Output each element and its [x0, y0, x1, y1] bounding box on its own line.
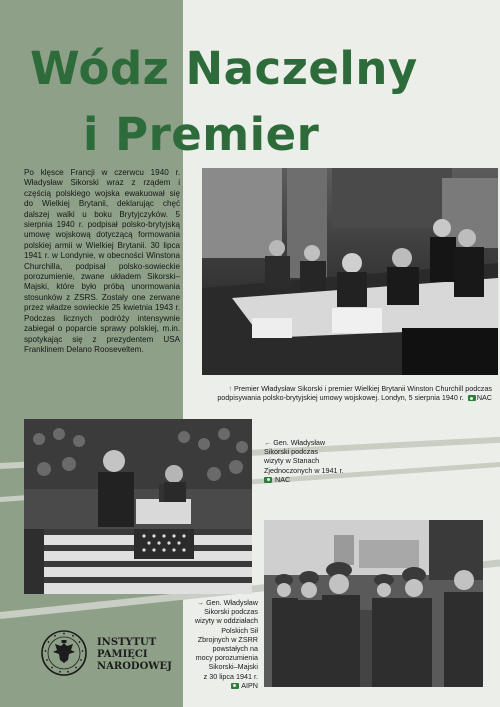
logo-text-line-3: NARODOWEJ — [97, 661, 172, 672]
caption-photo-3-line-4: Polskich Sił — [221, 625, 258, 635]
caption-photo-2-line-4: Zjednoczonych w 1941 r. — [264, 465, 344, 475]
caption-photo-2-line-2: Sikorski podczas — [264, 447, 318, 457]
caption-photo-1 — [212, 384, 492, 402]
logo-text-line-1: INSTYTUT — [97, 637, 157, 648]
arrow-right-icon: → — [196, 598, 205, 607]
photo-soldiers-visit — [264, 520, 483, 687]
page-title-line-2: i Premier — [83, 108, 320, 161]
caption-photo-3-line-1: Gen. Władysław — [206, 598, 258, 607]
caption-photo-3-line-3: wizyty w oddziałach — [194, 616, 258, 626]
arrow-left-icon: ← — [264, 438, 272, 447]
caption-photo-3-line-6: powstałych na — [212, 644, 258, 654]
camera-icon — [231, 683, 239, 689]
photo-signing-agreement — [202, 168, 498, 375]
photo-usa-visit — [24, 419, 252, 594]
caption-photo-3-line-9: z 30 lipca 1941 r. — [203, 671, 258, 681]
ipn-logo — [40, 629, 250, 679]
caption-photo-3-source: AIPN — [241, 680, 258, 690]
page-title-line-1: Wódz Naczelny — [30, 42, 418, 95]
caption-photo-2 — [264, 438, 374, 484]
body-text: Po klęsce Francji w czerwcu 1940 r. Władysław Sikorski wraz z rządem i częścią polskiego wojska ewakuował się do Wielkiej Brytanii, deklarując chęć dalszej walki u boku Brytyjczyków. 5 sierpnia 1940 r. podpisał polsko-brytyjską umowę wojskową dotyczącą formowania polskiej armii w Wielkiej Brytanii. 30 lipca 1941 r. w Londynie, w obecności Winstona Churchilla, podpisał polsko-sowieckie porozumienie, zwane układem Sikorski–Majski, które było próbą unormowania stosunków z ZSRS. Zostały one zerwane przez władze sowieckie 25 kwietnia 1943 r. Podczas licznych podróży intensywnie zabiegał o poparcie sprawy polskiej, m.in. spotykając się z prezydentem USA Franklinem Delano Rooseveltem. — [24, 168, 180, 354]
logo-text — [97, 637, 172, 673]
caption-photo-1-text: Premier Władysław Sikorski i premier Wielkiej Brytanii Winston Churchill podczas podpisywania polsko-brytyjskiej umowy wojskowej. Londyn, 5 sierpnia 1940 r. — [217, 384, 492, 403]
caption-photo-2-line-1: Gen. Władysław — [273, 438, 326, 447]
caption-photo-1-source: NAC — [476, 393, 492, 403]
eagle-seal-icon — [40, 629, 88, 677]
caption-photo-3-line-2: Sikorski podczas — [204, 607, 258, 617]
caption-photo-2-source: NAC — [275, 474, 291, 484]
caption-photo-3-line-8: Sikorski–Majski — [208, 662, 258, 672]
caption-photo-3-line-5: Zbrojnych w ZSRR — [197, 634, 258, 644]
logo-text-line-2: PAMIĘCI — [97, 649, 148, 660]
caption-photo-2-line-3: wizyty w Stanach — [264, 456, 320, 466]
caption-photo-3-line-7: mocy porozumienia — [195, 653, 258, 663]
camera-icon — [264, 477, 272, 483]
arrow-up-icon: ↑ — [228, 384, 232, 393]
camera-icon — [468, 395, 476, 401]
